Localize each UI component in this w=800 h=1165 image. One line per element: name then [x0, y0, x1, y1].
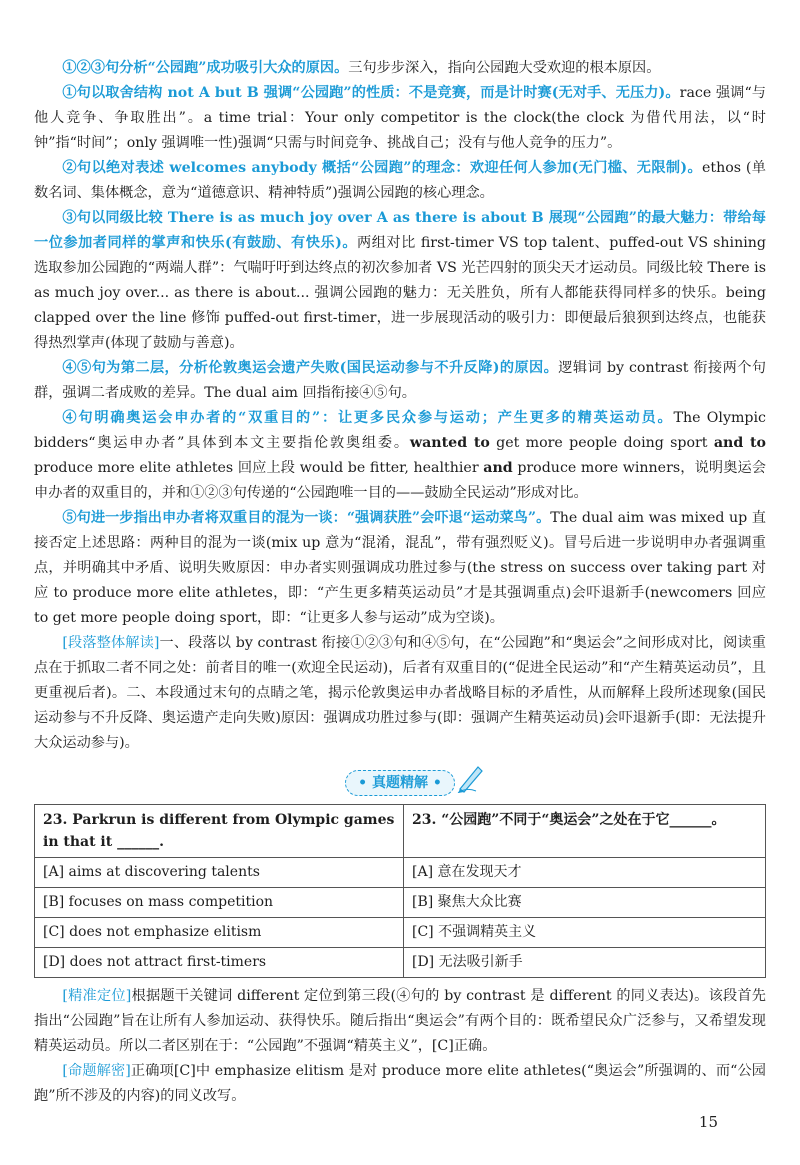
s4-bold-2: and to — [713, 435, 766, 451]
question-table — [34, 804, 766, 978]
option-c-en: [C] does not emphasize elitism — [35, 918, 404, 948]
question-stem-zh: 23. “公园跑”不同于“奥运会”之处在于它______。 — [404, 805, 766, 858]
s3-lead: ③句以同级比较 There is as much joy over A as there is about B 展现“公园跑”的最大魅力：带给每一位参加者同样的掌声和快乐(有鼓励、有快乐)。 — [34, 210, 766, 251]
page-number: 15 — [698, 1113, 718, 1131]
page-content — [34, 56, 766, 1109]
option-row — [35, 888, 766, 918]
question-stem-row — [35, 805, 766, 858]
analysis-sentence-2 — [34, 156, 766, 206]
s5-lead: ⑤句进一步指出申办者将双重目的混为一谈：“强调获胜”会吓退“运动菜鸟”。 — [62, 510, 551, 526]
intro-rest: 三句步步深入，指向公园跑大受欢迎的根本原因。 — [348, 60, 661, 76]
option-a-zh: [A] 意在发现天才 — [404, 858, 766, 888]
s4-text-1: get more people doing sport — [489, 435, 714, 451]
overall-reading — [34, 631, 766, 756]
section-banner — [345, 770, 455, 796]
s4-bold-1: wanted to — [409, 435, 490, 451]
question-decode — [34, 1059, 766, 1109]
s2-rest: ethos (单数名词、集体概念，意为“道德意识、精神特质”)强调公园跑的核心理念。 — [34, 160, 766, 201]
s45-rest: 逻辑词 by contrast 衔接两个句群，强调二者成败的差异。The dual aim 回指衔接④⑤句。 — [34, 360, 766, 401]
overall-tag: [段落整体解读] — [62, 635, 160, 651]
section-banner-label: • 真题精解 • — [358, 775, 442, 791]
option-row — [35, 948, 766, 978]
s3-rest: 两组对比 first-timer VS top talent、puffed-out VS shining 选取参加公园跑的“两端人群”：气喘吁吁到达终点的初次参加者 VS 光芒四射的顶尖天才运动员。同级比较 There is as much joy over... as there is about... 强调公园跑的魅力：无关胜负，所有人都能获得同样多的快乐。being clapped over the line 修饰 puffed-out first-timer，进一步展现活动的吸引力：即便最后狼狈到达终点，也能获得热烈掌声(体现了鼓励与善意)。 — [34, 235, 766, 351]
s1-lead: ①句以取舍结构 not A but B 强调“公园跑”的性质：不是竞赛，而是计时赛(无对手、无压力)。 — [62, 85, 680, 101]
s1-rest: race 强调“与他人竞争、争取胜出”。a time trial：Your only competitor is the clock(the clock 为借代用法，以“时钟”指“时间”；only 强调唯一性)强调“只需与时间竞争、挑战自己；没有与他人竞争的压力”。 — [34, 85, 766, 151]
analysis-sentence-4-5 — [34, 356, 766, 406]
option-d-zh: [D] 无法吸引新手 — [404, 948, 766, 978]
s4-text-2: produce more elite athletes 回应上段 would be fitter, healthier — [34, 460, 484, 476]
overall-text: 一、段落以 by contrast 衔接①②③句和④⑤句，在“公园跑”和“奥运会”之间形成对比，阅读重点在于抓取二者不同之处：前者目的唯一(欢迎全民运动)，后者有双重目的(“促进全民运动”和“产生精英运动员”，且更重视后者)。二、本段通过末句的点睛之笔，揭示伦敦奥运申办者战略目标的矛盾性，从而解释上段所述现象(国民运动参与不升反降、奥运遗产走向失败)原因：强调成功胜过参与(即：强调产生精英运动员)会吓退新手(即：无法提升大众运动参与)。 — [34, 635, 766, 751]
option-c-zh: [C] 不强调精英主义 — [404, 918, 766, 948]
option-d-en: [D] does not attract first-timers — [35, 948, 404, 978]
option-row — [35, 858, 766, 888]
analysis-sentence-4 — [34, 406, 766, 506]
s4-bold-3: and — [483, 460, 513, 476]
option-row — [35, 918, 766, 948]
s45-lead: ④⑤句为第二层，分析伦敦奥运会遗产失败(国民运动参与不升反降)的原因。 — [62, 360, 559, 376]
s4-lead: ④句明确奥运会申办者的“双重目的”：让更多民众参与运动；产生更多的精英运动员。 — [62, 410, 674, 426]
decode-text: 正确项[C]中 emphasize elitism 是对 produce more elite athletes(“奥运会”所强调的、而“公园跑”所不涉及的内容)的同义改写。 — [34, 1063, 766, 1104]
option-b-en: [B] focuses on mass competition — [35, 888, 404, 918]
analysis-intro — [34, 56, 766, 81]
s5-rest: The dual aim was mixed up 直接否定上述思路：两种目的混为一谈(mix up 意为“混淆，混乱”，带有强烈贬义)。冒号后进一步说明申办者强调重点，并明确其中矛盾、说明失败原因：申办者实则强调成功胜过参与(the stress on success over taking part 对应 to produce more elite athletes，即：“产生更多精英运动员”才是其强调重点)会吓退新手(newcomers 回应 to get more people doing sport，即：“让更多人参与运动”成为空谈)。 — [34, 510, 766, 626]
precise-locate — [34, 984, 766, 1059]
option-b-zh: [B] 聚焦大众比赛 — [404, 888, 766, 918]
intro-lead: ①②③句分析“公园跑”成功吸引大众的原因。 — [62, 60, 349, 76]
option-a-en: [A] aims at discovering talents — [35, 858, 404, 888]
locate-text: 根据题干关键词 different 定位到第三段(④句的 by contrast 是 different 的同义表达)。该段首先指出“公园跑”旨在让所有人参加运动、获得快乐。随后指出“奥运会”有两个目的：既希望民众广泛参与，又希望发现精英运动员。所以二者区别在于：“公园跑”不强调“精英主义”，[C]正确。 — [34, 988, 766, 1054]
locate-tag: [精准定位] — [62, 988, 132, 1004]
analysis-sentence-5 — [34, 506, 766, 631]
s2-lead: ②句以绝对表述 welcomes anybody 概括“公园跑”的理念：欢迎任何人参加(无门槛、无限制)。 — [62, 160, 703, 176]
decode-tag: [命题解密] — [62, 1063, 131, 1079]
pencil-icon — [456, 763, 484, 793]
s4-rest: The Olympic bidders“奥运申办者”具体到本文主要指伦敦奥组委。 — [34, 410, 766, 451]
analysis-sentence-3 — [34, 206, 766, 356]
analysis-sentence-1 — [34, 81, 766, 156]
section-banner-wrap — [34, 770, 766, 796]
question-stem-en: 23. Parkrun is different from Olympic games in that it ______. — [35, 805, 404, 858]
s4-text-3: produce more winners，说明奥运会申办者的双重目的，并和①②③句传递的“公园跑唯一目的——鼓励全民运动”形成对比。 — [34, 460, 766, 501]
